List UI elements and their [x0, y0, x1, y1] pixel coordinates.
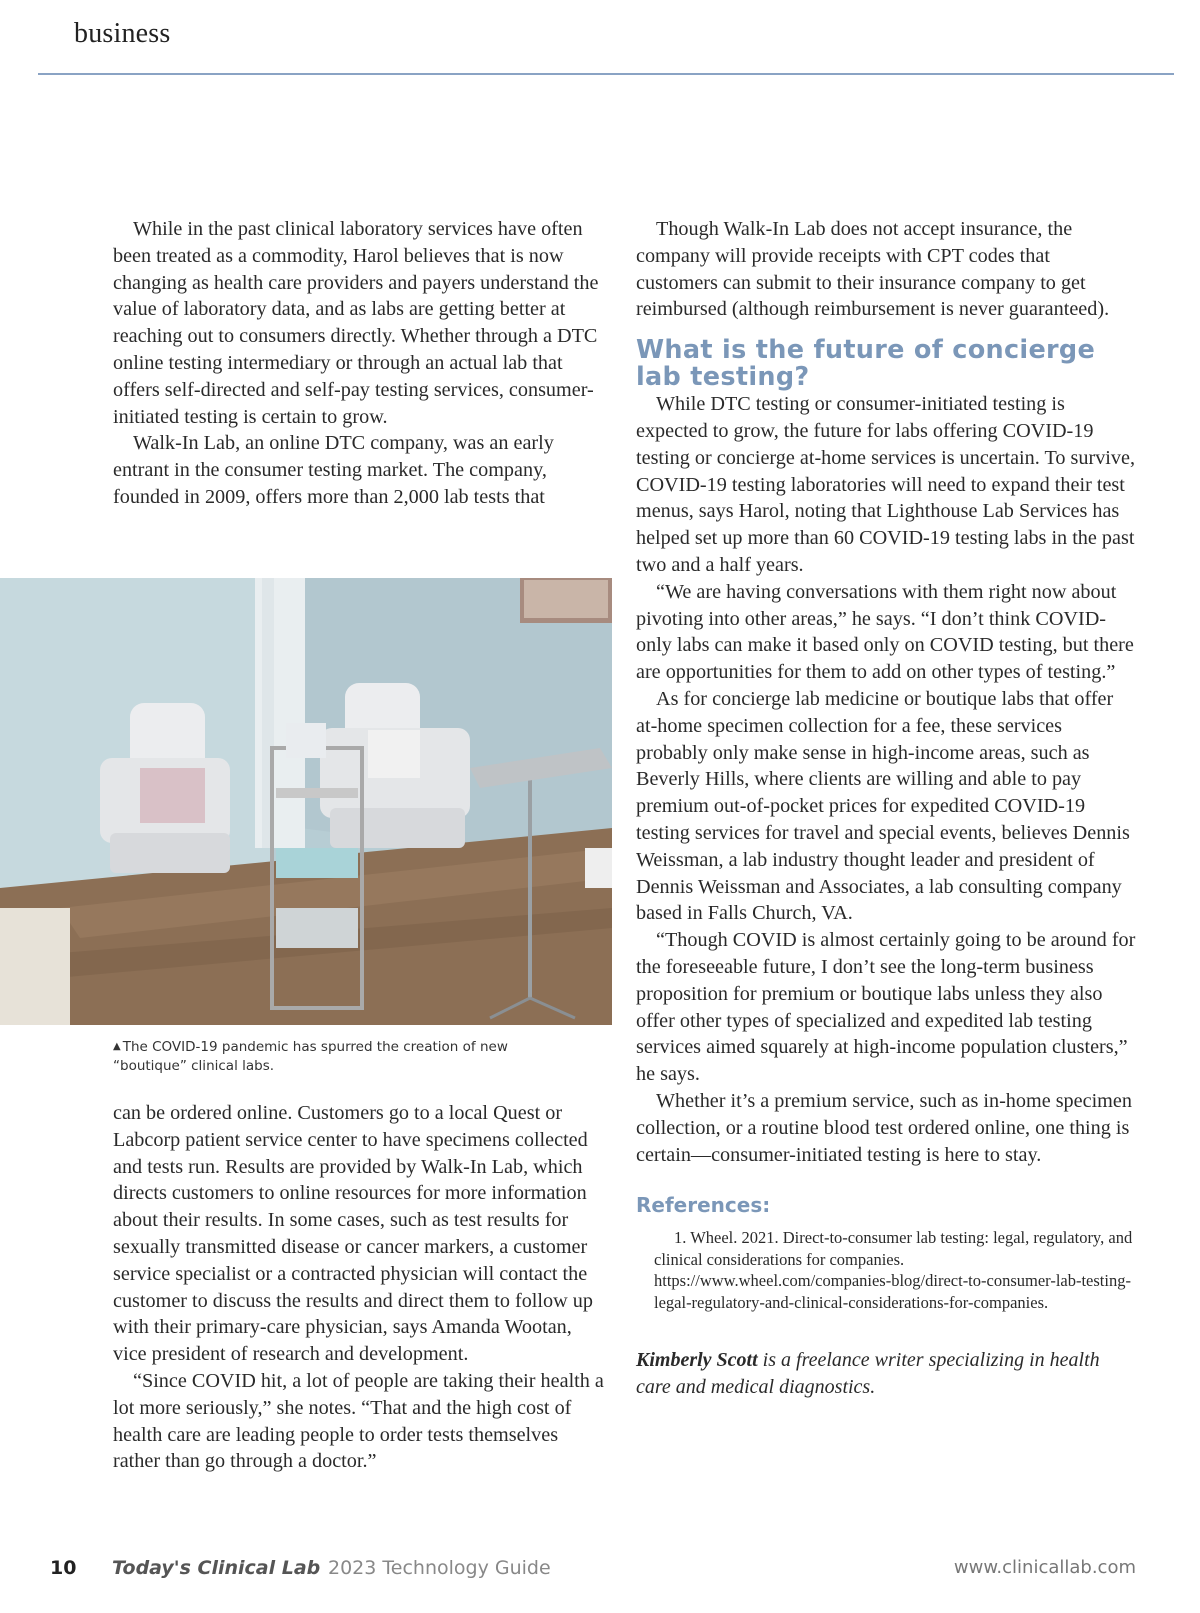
photo-caption-text: The COVID-19 pandemic has spurred the creation of new “boutique” clinical labs.: [113, 1039, 508, 1074]
body-paragraph: Walk-In Lab, an online DTC company, was an early entrant in the consumer testing market. The company, founded in 2009, offers more than 2,000 lab tests that: [113, 432, 554, 508]
body-paragraph: Whether it’s a premium service, such as in-home specimen collection, or a routine blood test ordered online, one thing is certain—consumer-initiated testing is here to stay.: [636, 1089, 1132, 1166]
reference-item: 1. Wheel. 2021. Direct-to-consumer lab testing: legal, regulatory, and clinical considerations for companies. https://www.wheel.com/companies-blog/direct-to-consumer-lab-testing-legal-regulatory-and-clinical-considerations-for-companies.: [654, 1228, 1133, 1312]
body-paragraph: While in the past clinical laboratory services have often been treated as a commodity, Harol believes that is now changing as health care providers and payers understand the value of laboratory data, and as labs are getting better at reaching out to consumers directly. Whether through a DTC online testing intermediary or through an actual lab that offers self-directed and self-pay testing services, consumer-initiated testing is certain to grow.: [113, 218, 599, 428]
body-paragraph: As for concierge lab medicine or boutique labs that offer at-home specimen collection for a fee, these services probably only make sense in high-income areas, such as Beverly Hills, where clients are willing and able to pay premium out-of-pocket prices for expedited COVID-19 testing services for travel and special events, believes Dennis Weissman, a lab industry thought leader and president of Dennis Weissman and Associates, a lab consulting company based in Falls Church, VA.: [636, 687, 1130, 925]
left-column-top: [113, 216, 610, 511]
boutique-lab-room-image: [0, 578, 612, 1025]
photo-caption: [113, 1037, 583, 1076]
body-paragraph: “Though COVID is almost certainly going to be around for the foreseeable future, I don’t see the long-term business proposition for premium or boutique labs unless they also offer other types of specialized and expedited lab testing services aimed squarely at high-income population clusters,” he says.: [636, 929, 1136, 1086]
issue-name: 2023 Technology Guide: [328, 1557, 551, 1579]
body-paragraph: While DTC testing or consumer-initiated testing is expected to grow, the future for labs offering COVID-19 testing or concierge at-home services is uncertain. To survive, COVID-19 testing laboratories will need to expand their test menus, says Harol, noting that Lighthouse Lab Services has helped set up more than 60 COVID-19 testing labs in the past two and a half years.: [636, 393, 1136, 576]
magazine-name: Today's Clinical Lab: [112, 1557, 321, 1579]
subhead: What is the future of concierge lab testing?: [636, 335, 1096, 393]
author-bio: [636, 1347, 1136, 1401]
body-paragraph: can be ordered online. Customers go to a local Quest or Labcorp patient service center to have specimens collected and tests run. Results are provided by Walk-In Lab, which directs customers to online resources for more information about their results. In some cases, such as test results for sexually transmitted disease or cancer markers, a customer service specialist or a contracted physician will contact the customer to discuss the results and direct them to follow up with their primary-care physician, says Amanda Wootan, vice president of research and development.: [113, 1102, 593, 1366]
body-paragraph: “Since COVID hit, a lot of people are taking their health a lot more seriously,” she notes. “That and the high cost of health care are leading people to order tests themselves rather than go through a doctor.”: [113, 1369, 604, 1473]
author-name: Kimberly Scott: [636, 1349, 758, 1372]
page-footer: [50, 1557, 1136, 1587]
author-bio-text: is a freelance writer specializing in health care and medical diagnostics.: [636, 1349, 1100, 1399]
body-paragraph: Though Walk-In Lab does not accept insurance, the company will provide receipts with CPT codes that customers can submit to their insurance company to get reimbursed (although reimbursement is never guaranteed).: [636, 218, 1110, 321]
page-number: 10: [50, 1557, 77, 1579]
website-link[interactable]: www.clinicallab.com: [953, 1557, 1136, 1578]
right-column: [636, 216, 1136, 1401]
caption-arrow-icon: ▲: [113, 1041, 121, 1052]
left-column-bottom: [113, 1100, 610, 1475]
body-paragraph: “We are having conversations with them right now about pivoting into other areas,” he says. “I don’t think COVID-only labs can make it based only on COVID testing, but there are opportunities for them to add on other types of testing.”: [636, 580, 1134, 684]
lab-photo: [0, 578, 612, 1025]
header-rule: [38, 73, 1174, 75]
section-label: business: [74, 18, 171, 49]
references-heading: References:: [636, 1193, 771, 1218]
